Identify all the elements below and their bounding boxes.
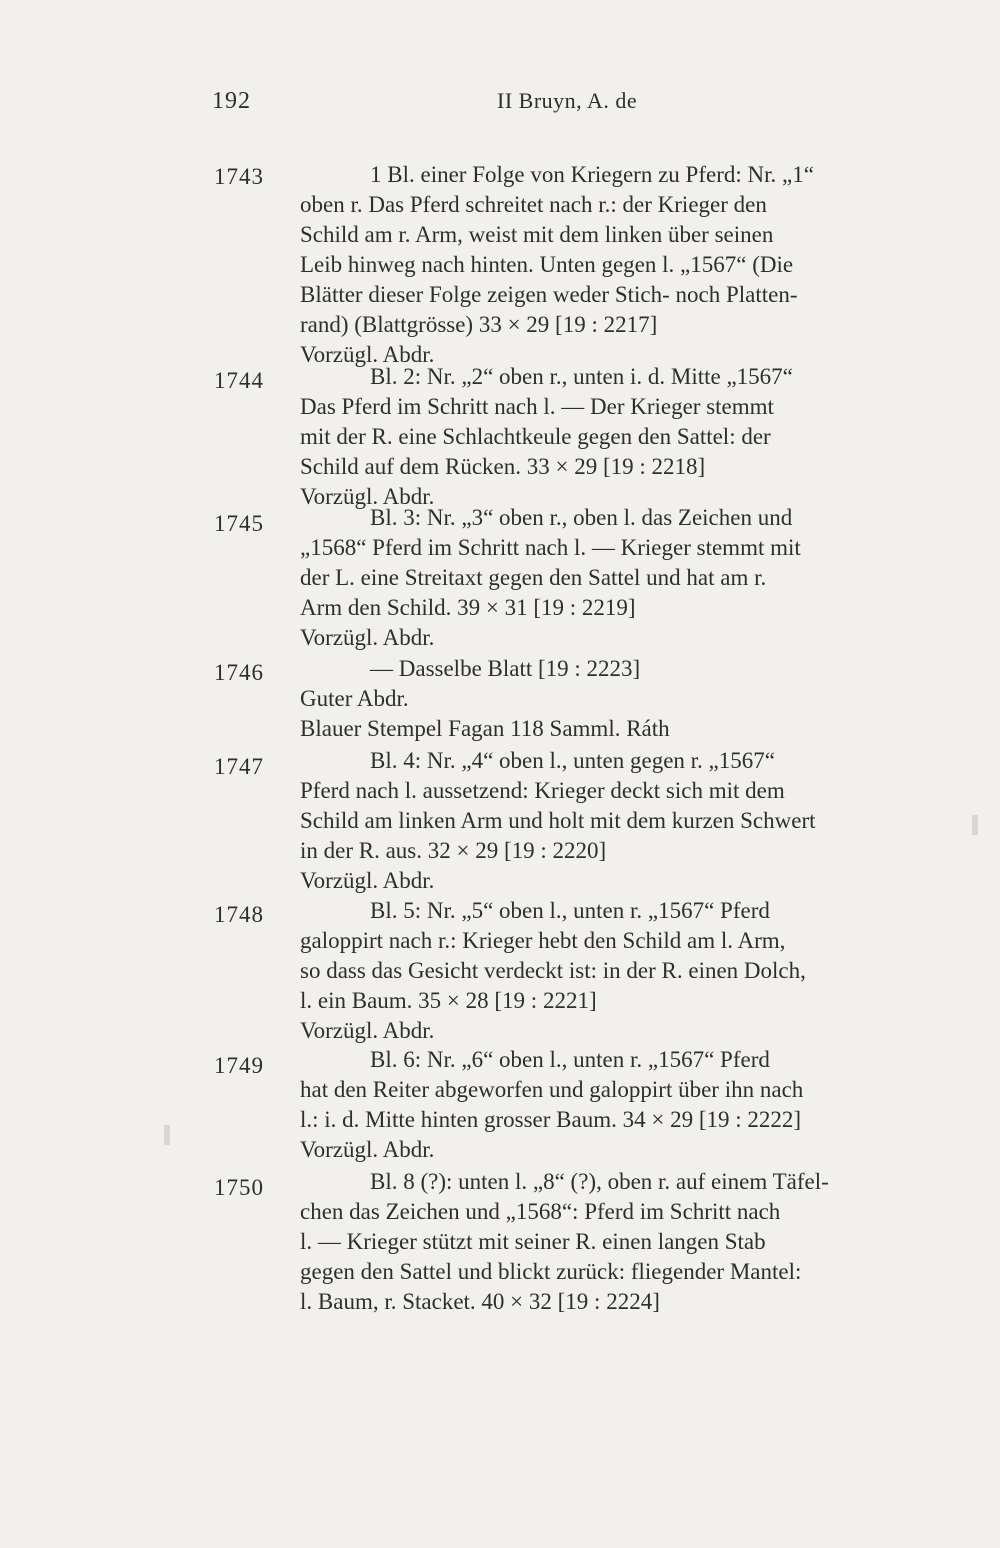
entry-line: mit der R. eine Schlachtkeule gegen den Sattel: der [300, 424, 771, 449]
entry-number: 1749 [214, 1053, 264, 1078]
entry-line: Vorzügl. Abdr. [300, 868, 435, 893]
entry-line: so dass das Gesicht verdeckt ist: in der R. einen Dolch, [300, 958, 806, 983]
entry-line: Vorzügl. Abdr. [300, 1018, 435, 1043]
entry-line: Das Pferd im Schritt nach l. — Der Krieger stemmt [300, 394, 774, 419]
entry-line: Vorzügl. Abdr. [300, 625, 435, 650]
entry-line: Bl. 6: Nr. „6“ oben l., unten r. „1567“ Pferd [370, 1047, 770, 1072]
entry-line: l. — Krieger stützt mit seiner R. einen langen Stab [300, 1229, 766, 1254]
entry-line: Blauer Stempel Fagan 118 Samml. Ráth [300, 716, 670, 741]
show-through-mark [164, 1125, 170, 1145]
entry-line: in der R. aus. 32 × 29 [19 : 2220] [300, 838, 607, 863]
entry-number: 1748 [214, 902, 264, 927]
entry-number: 1747 [214, 754, 264, 779]
entry-line: galoppirt nach r.: Krieger hebt den Schild am l. Arm, [300, 928, 786, 953]
show-through-mark [972, 815, 978, 835]
entry-line: Schild auf dem Rücken. 33 × 29 [19 : 2218] [300, 454, 706, 479]
entry-line: Vorzügl. Abdr. [300, 342, 435, 367]
entry-number: 1743 [214, 164, 264, 189]
entry-line: 1 Bl. einer Folge von Kriegern zu Pferd: Nr. „1“ [370, 162, 814, 187]
entry-line: Vorzügl. Abdr. [300, 484, 435, 509]
entry-line: l. ein Baum. 35 × 28 [19 : 2221] [300, 988, 597, 1013]
entry-text [300, 1045, 940, 1165]
entry-text [300, 746, 940, 896]
entry-text [300, 503, 940, 653]
entry-line: — Dasselbe Blatt [19 : 2223] [370, 656, 641, 681]
entry-line: gegen den Sattel und blickt zurück: fliegender Mantel: [300, 1259, 802, 1284]
entry-line: „1568“ Pferd im Schritt nach l. — Krieger stemmt mit [300, 535, 801, 560]
entry-line: Guter Abdr. [300, 686, 409, 711]
entry-number: 1750 [214, 1175, 264, 1200]
entry-line: hat den Reiter abgeworfen und galoppirt über ihn nach [300, 1077, 804, 1102]
entry-line: chen das Zeichen und „1568“: Pferd im Schritt nach [300, 1199, 781, 1224]
entry-line: Bl. 5: Nr. „5“ oben l., unten r. „1567“ Pferd [370, 898, 770, 923]
entry-text [300, 654, 940, 744]
entry-line: l. Baum, r. Stacket. 40 × 32 [19 : 2224] [300, 1289, 660, 1314]
entry-text [300, 896, 940, 1046]
entry-text [300, 1167, 940, 1317]
entry-number: 1746 [214, 660, 264, 685]
entry-line: Leib hinweg nach hinten. Unten gegen l. „1567“ (Die [300, 252, 794, 277]
entry-line: Schild am r. Arm, weist mit dem linken über seinen [300, 222, 774, 247]
entry-line: rand) (Blattgrösse) 33 × 29 [19 : 2217] [300, 312, 658, 337]
running-head: II Bruyn, A. de [497, 88, 638, 113]
entry-line: Bl. 4: Nr. „4“ oben l., unten gegen r. „1567“ [370, 748, 775, 773]
entry-line: l.: i. d. Mitte hinten grosser Baum. 34 × 29 [19 : 2222] [300, 1107, 802, 1132]
entry-line: oben r. Das Pferd schreitet nach r.: der Krieger den [300, 192, 767, 217]
entry-line: Schild am linken Arm und holt mit dem kurzen Schwert [300, 808, 816, 833]
entry-line: der L. eine Streitaxt gegen den Sattel und hat am r. [300, 565, 767, 590]
entry-number: 1745 [214, 511, 264, 536]
entry-line: Blätter dieser Folge zeigen weder Stich- noch Platten- [300, 282, 798, 307]
entry-text [300, 160, 940, 370]
entry-line: Vorzügl. Abdr. [300, 1137, 435, 1162]
entry-text [300, 362, 940, 512]
entry-line: Pferd nach l. aussetzend: Krieger deckt sich mit dem [300, 778, 785, 803]
entry-line: Bl. 2: Nr. „2“ oben r., unten i. d. Mitte „1567“ [370, 364, 793, 389]
entry-line: Arm den Schild. 39 × 31 [19 : 2219] [300, 595, 636, 620]
entry-number: 1744 [214, 368, 264, 393]
entry-line: Bl. 3: Nr. „3“ oben r., oben l. das Zeichen und [370, 505, 793, 530]
entry-line: Bl. 8 (?): unten l. „8“ (?), oben r. auf einem Täfel- [370, 1169, 829, 1194]
page-number: 192 [212, 88, 251, 114]
